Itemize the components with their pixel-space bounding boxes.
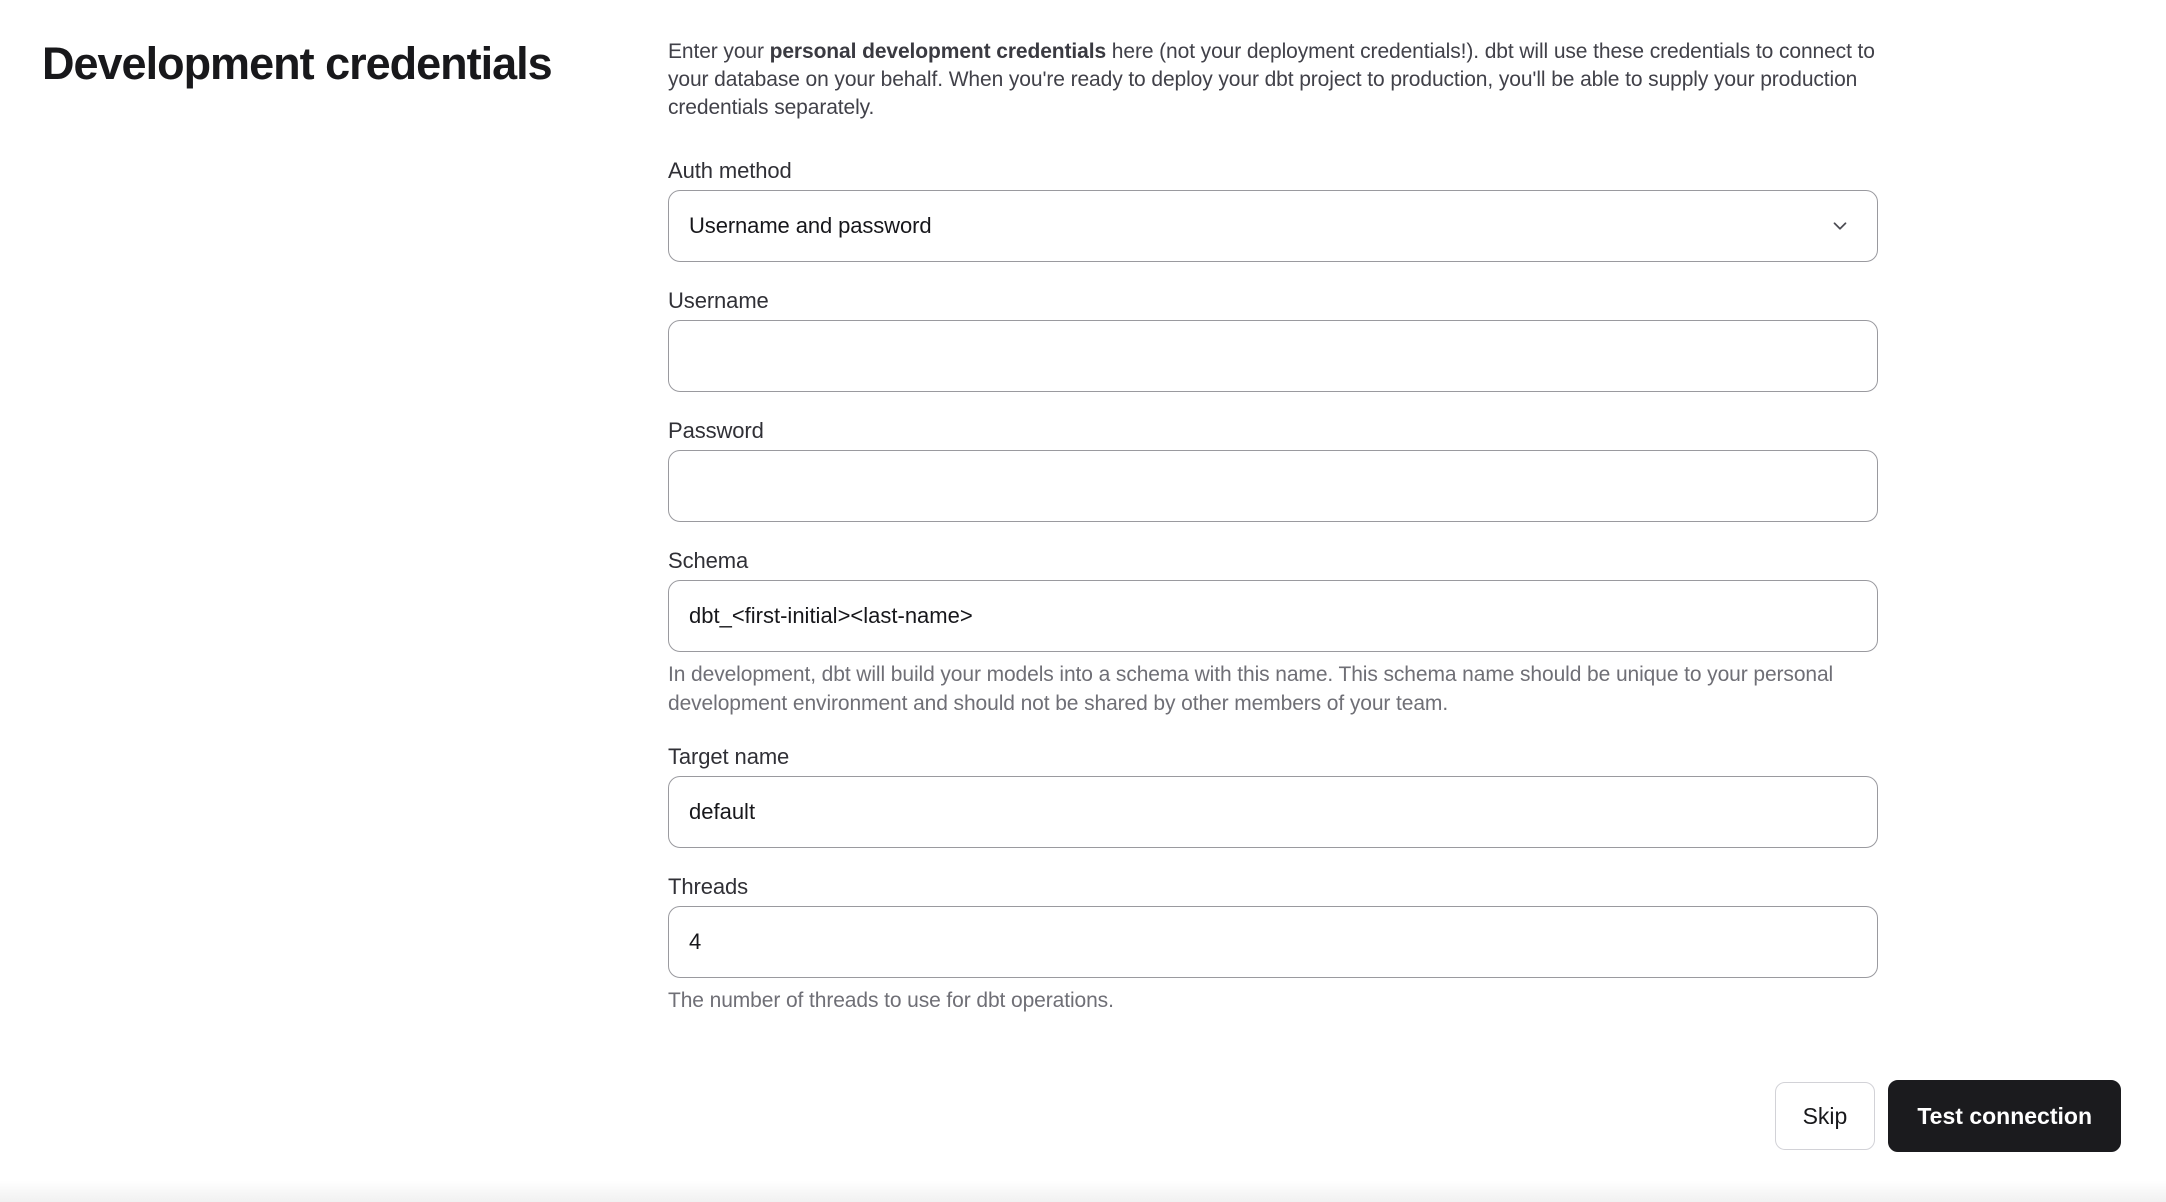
schema-help-text: In development, dbt will build your models into a schema with this name. This schema name should be unique to your personal development environment and should not be shared by other members of your team.: [668, 663, 1834, 715]
chevron-down-icon: [1829, 215, 1851, 237]
target-name-label: Target name: [668, 744, 790, 769]
field-password: [668, 418, 1878, 522]
auth-method-selected-value: Username and password: [689, 213, 932, 238]
field-schema: [668, 548, 1878, 718]
threads-help-text: The number of threads to use for dbt operations.: [668, 989, 1114, 1012]
auth-method-select[interactable]: [668, 190, 1878, 262]
auth-method-label: Auth method: [668, 158, 792, 183]
intro-text-post: here (not your deployment credentials!). dbt will use these credentials to connect to your database on your behalf. When you're ready to deploy your dbt project to production, you'll be able to supply your production credentials separately.: [668, 40, 1875, 119]
field-username: [668, 288, 1878, 392]
bottom-edge-shadow: [0, 1180, 2166, 1202]
skip-button[interactable]: Skip: [1775, 1082, 1876, 1150]
schema-input[interactable]: [668, 580, 1878, 652]
field-target-name: [668, 744, 1878, 848]
page-title: Development credentials: [42, 38, 552, 89]
intro-text: [668, 38, 1878, 122]
username-label: Username: [668, 288, 769, 313]
field-threads: [668, 874, 1878, 1015]
target-name-input[interactable]: [668, 776, 1878, 848]
test-connection-button[interactable]: Test connection: [1888, 1080, 2121, 1152]
schema-label: Schema: [668, 548, 749, 573]
password-input[interactable]: [668, 450, 1878, 522]
intro-text-pre: Enter your: [668, 40, 770, 63]
username-input[interactable]: [668, 320, 1878, 392]
field-auth-method: [668, 158, 1878, 262]
credentials-form: [668, 38, 1878, 1015]
password-label: Password: [668, 418, 764, 443]
threads-input[interactable]: [668, 906, 1878, 978]
intro-text-bold: personal development credentials: [769, 40, 1107, 63]
threads-label: Threads: [668, 874, 749, 899]
action-buttons: [1775, 1080, 2121, 1152]
